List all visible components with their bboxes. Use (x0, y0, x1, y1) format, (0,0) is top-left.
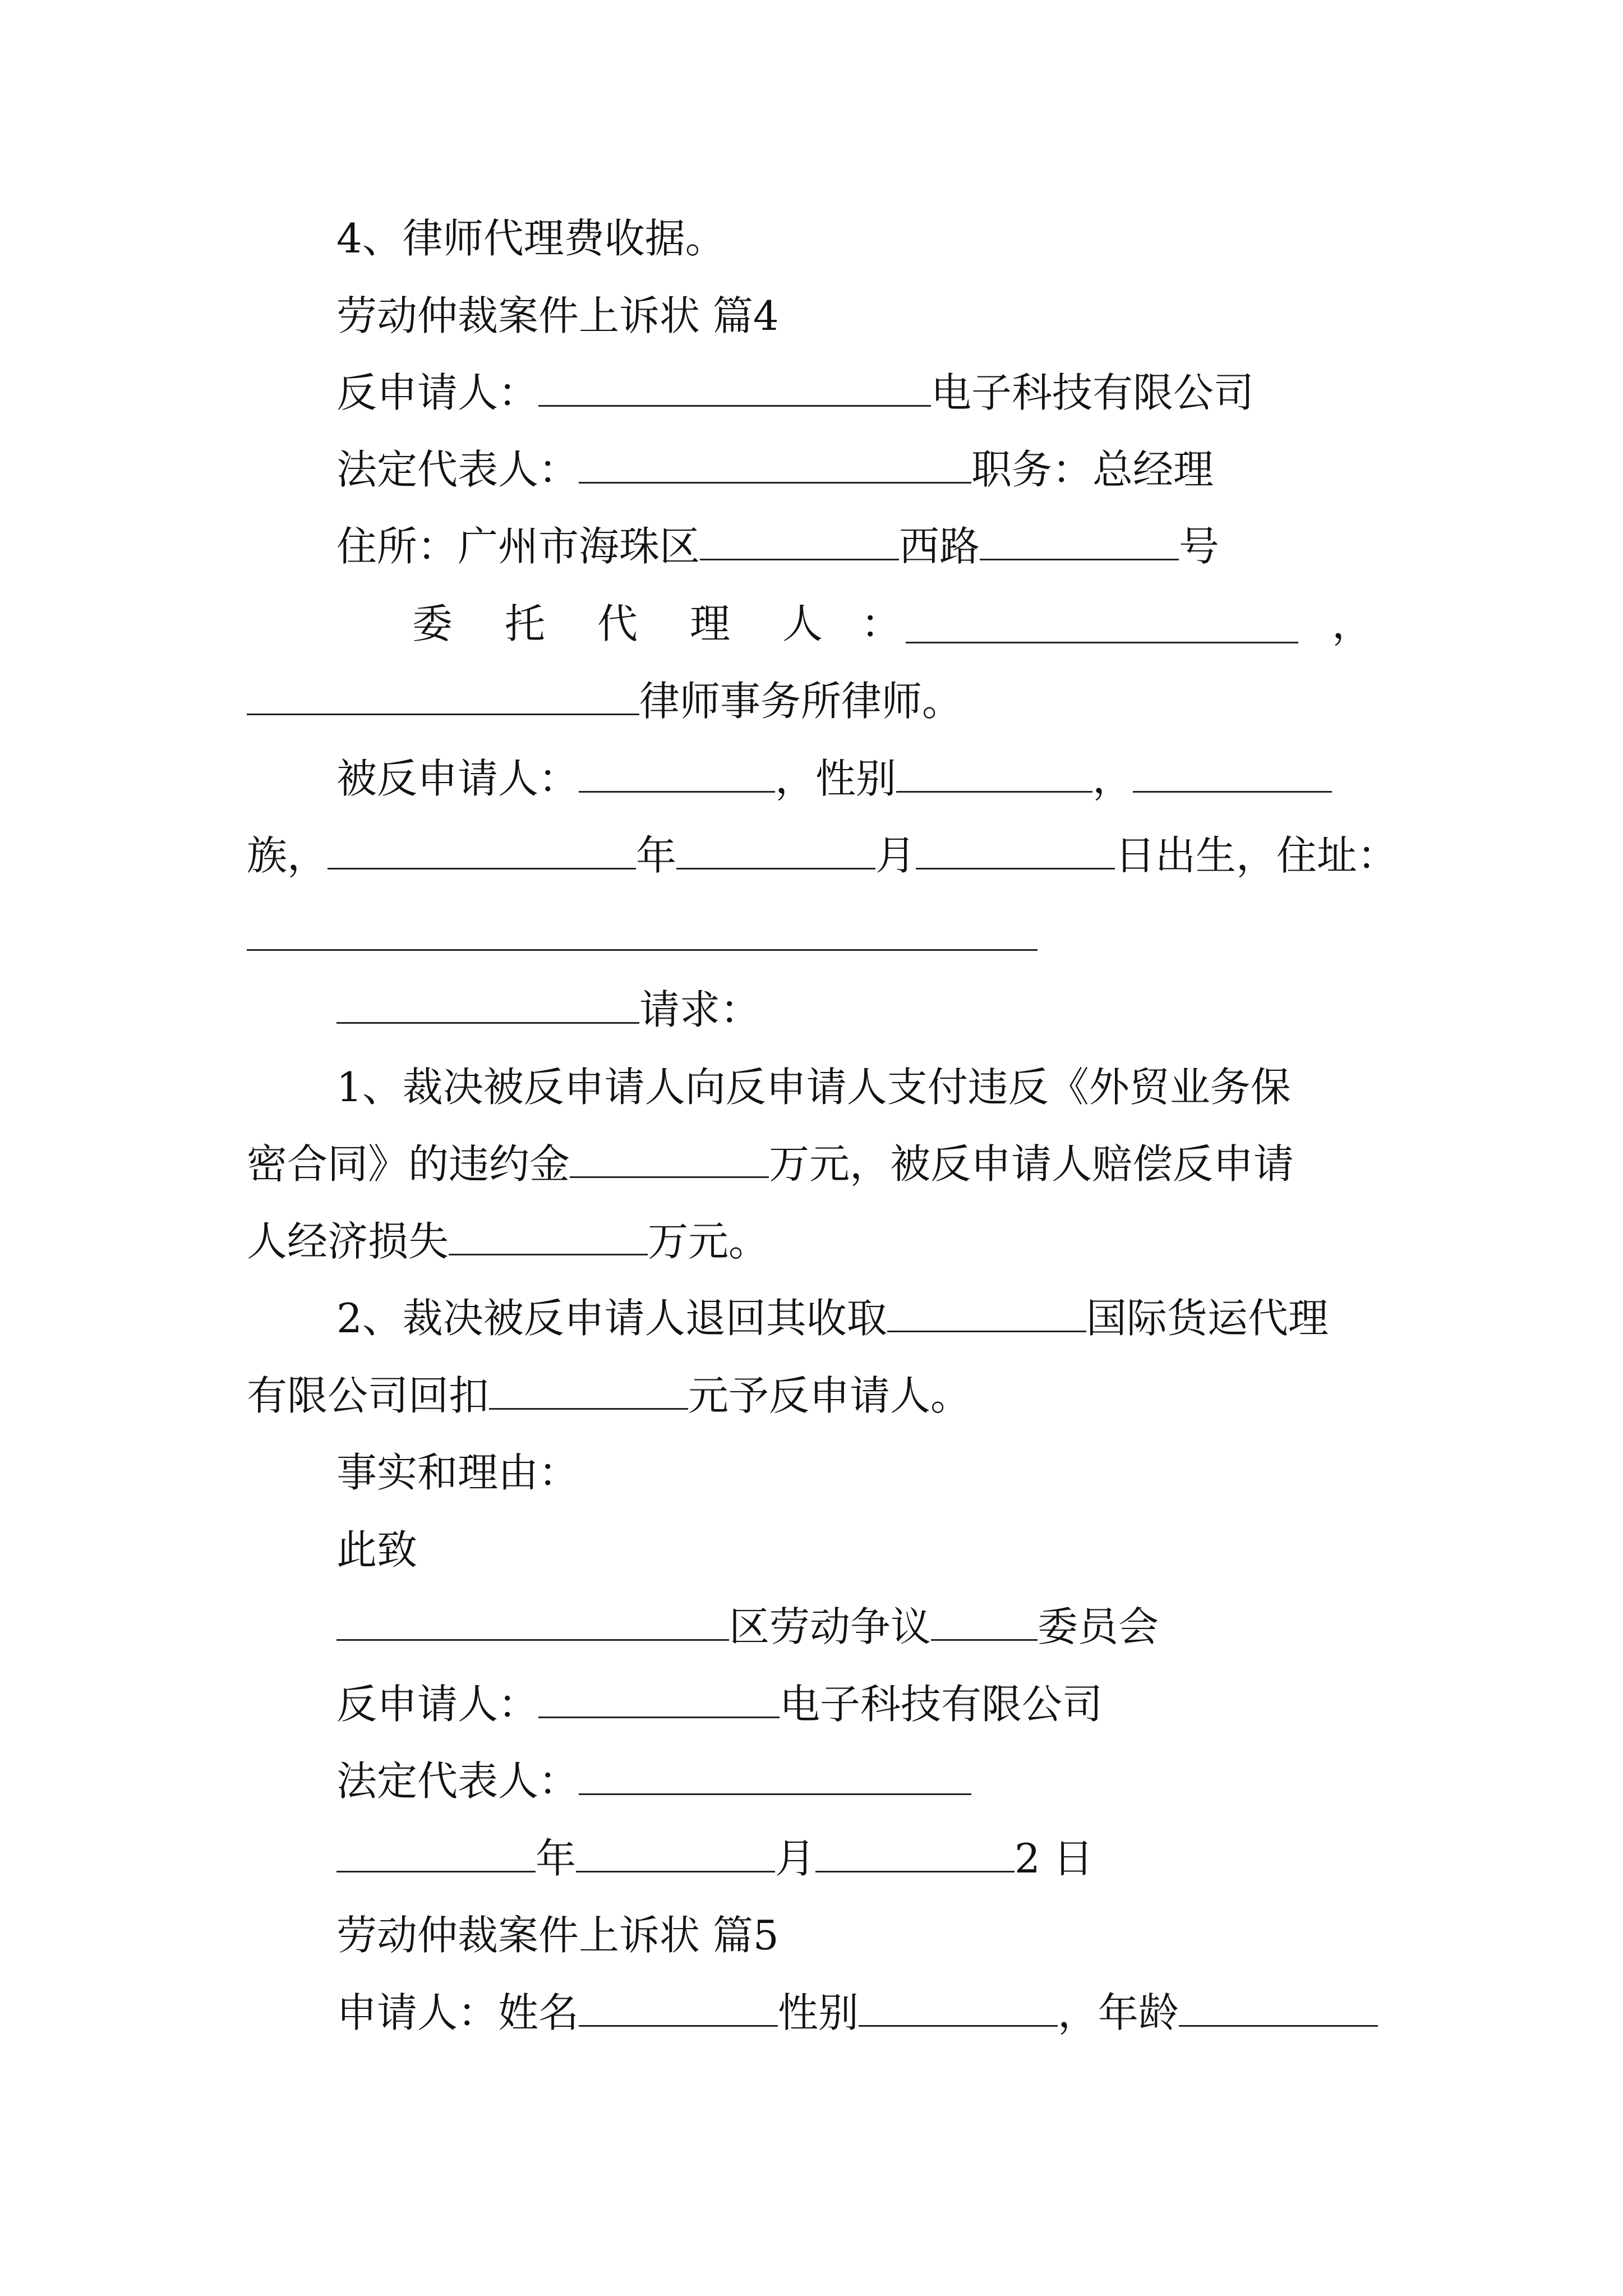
text: 事实和理由： (336, 1449, 579, 1496)
address-line (336, 513, 1219, 580)
label: 被反申请人： (336, 755, 579, 802)
label: 反申请人： (336, 1681, 539, 1728)
text: 性别 (778, 1989, 859, 2036)
birth-line (247, 822, 1398, 889)
blank-field (887, 1287, 1086, 1332)
blank-field (815, 1827, 1015, 1872)
blank-field (676, 824, 875, 869)
request-item-1-cont (247, 1130, 1294, 1198)
label: 反申请人： (336, 369, 539, 416)
blank-field (449, 1210, 648, 1255)
text: 万元。 (648, 1218, 769, 1265)
text: 劳动仲裁案件上诉状 篇5 (336, 1912, 779, 1959)
salutation (336, 1516, 417, 1584)
char: 托 (505, 600, 546, 647)
label: 法定代表人： (336, 446, 579, 493)
applicant-info-line (336, 1979, 1378, 2046)
request-item-1-cont2 (247, 1208, 769, 1275)
text: 人经济损失 (247, 1218, 449, 1265)
text: 密合同》的违约金 (247, 1140, 570, 1188)
blank-field (538, 1673, 780, 1718)
text: ， (1092, 755, 1133, 802)
text: 元予反申请人。 (688, 1372, 971, 1419)
text: 1、裁决被反申请人向反申请人支付违反《外贸业务保 (336, 1064, 1291, 1111)
text: ，年龄 (1058, 1989, 1179, 2036)
char: 理 (690, 600, 731, 647)
blank-field (980, 515, 1179, 560)
blank-field (328, 824, 636, 869)
blank-field (336, 978, 639, 1024)
signature-legal-rep-line (336, 1747, 971, 1815)
blank-field (247, 670, 639, 715)
char: 人 (782, 600, 823, 647)
label: 法定代表人： (336, 1757, 579, 1805)
respondent-line (336, 745, 1332, 812)
label: 住所：广州市海珠区 (336, 523, 700, 570)
text: 职务：总经理 (971, 446, 1214, 493)
text: 日出生，住址： (1115, 832, 1398, 879)
blank-field (579, 1981, 778, 2027)
facts-heading (336, 1439, 579, 1506)
blank-field (579, 1750, 971, 1795)
text: 委员会 (1038, 1603, 1159, 1650)
blank-field (579, 747, 775, 793)
blank-field (489, 1364, 688, 1410)
blank-field (700, 515, 899, 560)
label: 申请人：姓名 (336, 1989, 579, 2036)
blank-field (576, 1827, 775, 1872)
text: 2 日 (1015, 1835, 1094, 1882)
text: 律师事务所律师。 (639, 678, 963, 725)
text: 族， (247, 832, 328, 879)
blank-field (538, 361, 931, 407)
text: 2、裁决被反申请人退回其收取 (336, 1295, 887, 1342)
blank-field (906, 598, 1298, 643)
text: 西路 (899, 523, 980, 570)
char: 委 (412, 600, 453, 647)
text: 此致 (336, 1526, 418, 1573)
text: 月 (875, 832, 916, 879)
text: 电子科技有限公司 (780, 1681, 1103, 1728)
blank-field (859, 1981, 1058, 2027)
text: 4、律师代理费收据。 (336, 215, 726, 262)
blank-field (336, 1827, 536, 1872)
text: 月 (775, 1835, 816, 1882)
text: 国际货运代理 (1086, 1295, 1329, 1342)
law-firm-line (247, 668, 962, 735)
text: 请求： (639, 986, 761, 1033)
text: 劳动仲裁案件上诉状 篇4 (336, 292, 779, 339)
request-heading (336, 976, 760, 1043)
text: ，性别 (775, 755, 897, 802)
text: 年 (636, 832, 677, 879)
section-heading-4 (336, 282, 779, 349)
text: 有限公司回扣 (247, 1372, 490, 1419)
text: 年 (536, 1835, 577, 1882)
text: ， (1332, 600, 1373, 647)
blank-field (570, 1133, 769, 1178)
blank-field (896, 747, 1092, 793)
char: 代 (597, 600, 638, 647)
char: ： (861, 600, 902, 647)
blank-field (916, 824, 1115, 869)
text: 区劳动争议 (729, 1603, 932, 1650)
blank-field (1133, 747, 1332, 793)
committee-line (336, 1593, 1159, 1660)
request-item-2-cont (247, 1362, 971, 1429)
blank-field (336, 1595, 729, 1641)
text: 万元，被反申请人赔偿反申请 (769, 1140, 1294, 1188)
blank-field (931, 1595, 1038, 1641)
blank-field-address (247, 949, 1038, 951)
blank-field (579, 438, 971, 484)
legal-rep-line (336, 436, 1214, 503)
text: 号 (1179, 523, 1220, 570)
date-line (336, 1825, 1094, 1892)
blank-field (1179, 1981, 1378, 2027)
section-heading-5 (336, 1902, 779, 1969)
doc-line-attachment-4 (336, 205, 726, 272)
text: 电子科技有限公司 (931, 369, 1255, 416)
request-item-1 (336, 1053, 1291, 1121)
agent-line (412, 590, 1377, 657)
counter-applicant-line (336, 359, 1254, 426)
request-item-2 (336, 1285, 1329, 1352)
signature-applicant-line (336, 1671, 1103, 1738)
